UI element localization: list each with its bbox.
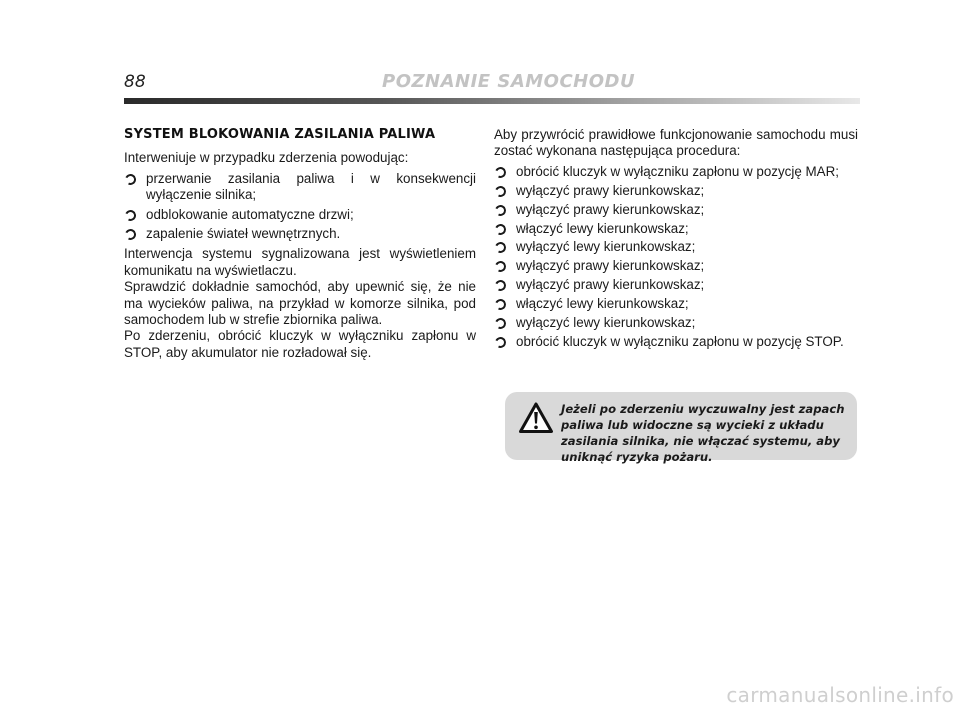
list-item-text: przerwanie zasilania paliwa i w konsekwencji wyłączenie silnika; bbox=[146, 170, 476, 203]
list-item bbox=[494, 164, 858, 180]
warning-box bbox=[505, 392, 857, 464]
bullet-icon bbox=[493, 184, 507, 198]
body-paragraph: Interwencja systemu sygnalizowana jest wyświetleniem komunikatu na wyświetlaczu. bbox=[124, 246, 476, 278]
bullet-icon bbox=[493, 260, 507, 274]
header-rule bbox=[124, 98, 860, 104]
list-item bbox=[494, 183, 858, 199]
step-text: wyłączyć lewy kierunkowskaz; bbox=[516, 239, 696, 255]
bullet-icon bbox=[493, 241, 507, 255]
bullet-icon bbox=[493, 203, 507, 217]
list-item bbox=[494, 221, 858, 237]
list-item-text: zapalenie świateł wewnętrznych. bbox=[146, 226, 341, 242]
warning-triangle-icon bbox=[519, 402, 553, 434]
step-text: włączyć lewy kierunkowskaz; bbox=[516, 220, 689, 236]
left-column bbox=[124, 127, 476, 361]
running-title: POZNANIE SAMOCHODU bbox=[382, 71, 636, 92]
right-column bbox=[494, 127, 858, 354]
procedure-intro: Aby przywrócić prawidłowe funkcjonowanie samochodu musi zostać wykonana następująca procedura: bbox=[494, 127, 858, 159]
page-number: 88 bbox=[124, 72, 146, 92]
list-item bbox=[124, 207, 476, 223]
list-item bbox=[494, 277, 858, 293]
step-text: obrócić kluczyk w wyłączniku zapłonu w pozycję STOP. bbox=[516, 333, 844, 349]
warning-text: Jeżeli po zderzeniu wyczuwalny jest zapach paliwa lub widoczne są wycieki z układu zasilania silnika, nie włączać systemu, aby uniknąć ryzyka pożaru. bbox=[561, 402, 845, 464]
watermark: carmanualsonline.info bbox=[726, 683, 954, 707]
body-paragraph: Po zderzeniu, obrócić kluczyk w wyłączniku zapłonu w STOP, aby akumulator nie rozładował się. bbox=[124, 328, 476, 360]
list-item bbox=[494, 296, 858, 312]
list-item bbox=[494, 239, 858, 255]
bullet-icon bbox=[493, 279, 507, 293]
body-paragraph: Sprawdzić dokładnie samochód, aby upewnić się, że nie ma wycieków paliwa, na przykład w komorze silnika, pod samochodem lub w strefie zbiornika paliwa. bbox=[124, 279, 476, 328]
list-item bbox=[494, 202, 858, 218]
step-text: wyłączyć prawy kierunkowskaz; bbox=[516, 182, 705, 198]
list-item bbox=[494, 315, 858, 331]
intro-paragraph: Interweniuje w przypadku zderzenia powodując: bbox=[124, 150, 409, 166]
bullet-icon bbox=[493, 165, 507, 179]
step-text: obrócić kluczyk w wyłączniku zapłonu w pozycję MAR; bbox=[516, 163, 839, 179]
step-text: wyłączyć prawy kierunkowskaz; bbox=[516, 277, 705, 293]
bullet-icon bbox=[493, 317, 507, 331]
step-text: wyłączyć prawy kierunkowskaz; bbox=[516, 258, 705, 274]
step-text: wyłączyć lewy kierunkowskaz; bbox=[516, 315, 696, 331]
bullet-icon bbox=[493, 298, 507, 312]
section-heading: SYSTEM BLOKOWANIA ZASILANIA PALIWA bbox=[124, 127, 436, 142]
bullet-icon bbox=[493, 222, 507, 236]
list-item bbox=[124, 171, 476, 204]
effects-list bbox=[124, 171, 476, 243]
list-item bbox=[124, 226, 476, 242]
procedure-steps bbox=[494, 164, 858, 351]
step-text: wyłączyć prawy kierunkowskaz; bbox=[516, 201, 705, 217]
list-item bbox=[494, 334, 858, 350]
bullet-icon bbox=[123, 172, 137, 186]
bullet-icon bbox=[493, 335, 507, 349]
bullet-icon bbox=[123, 208, 137, 222]
list-item-text: odblokowanie automatyczne drzwi; bbox=[146, 206, 354, 222]
bullet-icon bbox=[123, 227, 137, 241]
list-item bbox=[494, 258, 858, 274]
step-text: włączyć lewy kierunkowskaz; bbox=[516, 296, 689, 312]
